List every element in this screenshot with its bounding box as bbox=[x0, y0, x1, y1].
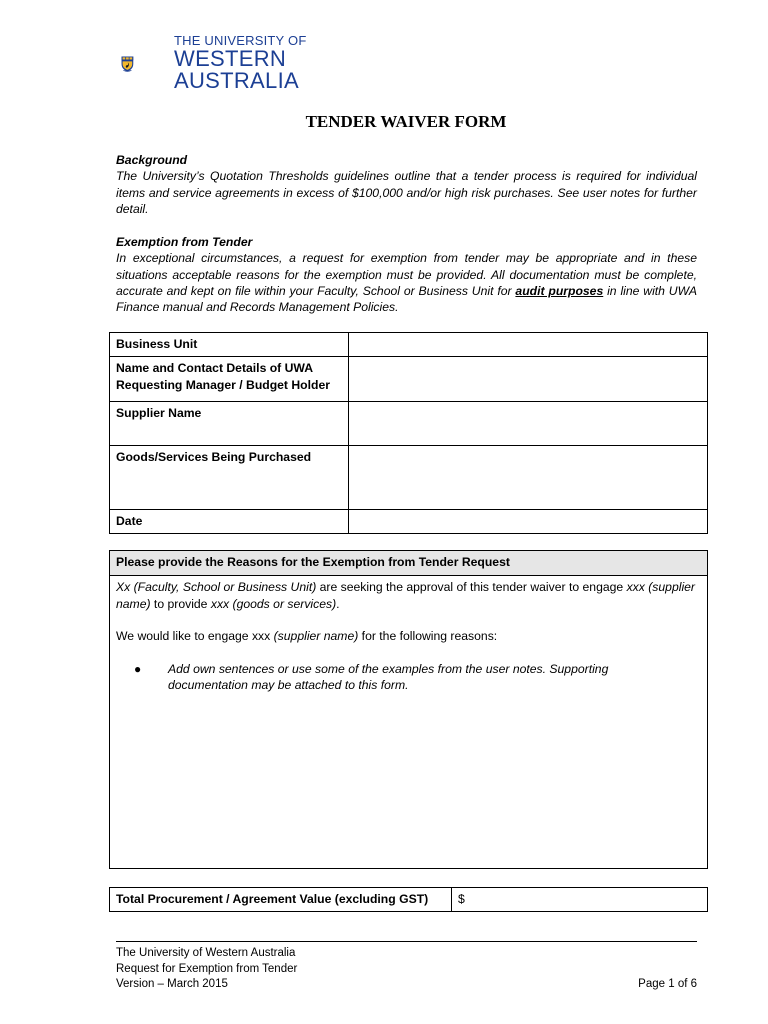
goods-services-label: Goods/Services Being Purchased bbox=[110, 446, 349, 510]
table-row bbox=[110, 333, 708, 357]
total-table bbox=[109, 887, 708, 912]
reasons-body[interactable] bbox=[110, 576, 708, 869]
reasons-line-1 bbox=[116, 579, 701, 612]
footer-line-1: The University of Western Australia bbox=[116, 947, 296, 959]
requesting-manager-label: Name and Contact Details of UWA Requesting Manager / Budget Holder bbox=[110, 357, 349, 402]
placeholder-text: (supplier name) bbox=[273, 629, 359, 643]
business-unit-field[interactable] bbox=[349, 333, 708, 357]
reasons-line-2 bbox=[116, 628, 701, 645]
list-item bbox=[116, 661, 701, 694]
logo-line-3: AUSTRALIA bbox=[174, 68, 299, 93]
supplier-name-field[interactable] bbox=[349, 402, 708, 446]
form-title: TENDER WAIVER FORM bbox=[305, 112, 507, 131]
table-row bbox=[110, 510, 708, 534]
exemption-section bbox=[116, 234, 697, 315]
university-wordmark bbox=[174, 34, 306, 92]
reasons-text: . bbox=[336, 596, 340, 611]
reasons-text: are seeking the approval of this tender waiver to engage bbox=[316, 580, 627, 594]
table-row bbox=[110, 888, 708, 912]
exemption-heading: Exemption from Tender bbox=[116, 235, 253, 249]
background-section bbox=[116, 152, 697, 217]
table-row bbox=[110, 576, 708, 869]
reasons-table bbox=[109, 550, 708, 869]
total-value-label: Total Procurement / Agreement Value (excluding GST) bbox=[110, 888, 452, 912]
placeholder-text: Xx (Faculty, School or Business Unit) bbox=[116, 580, 317, 594]
table-row bbox=[110, 551, 708, 576]
table-row bbox=[110, 402, 708, 446]
business-unit-label: Business Unit bbox=[110, 333, 349, 357]
reasons-text: to provide bbox=[150, 596, 211, 611]
footer-line-2: Request for Exemption from Tender bbox=[116, 962, 298, 975]
table-row bbox=[110, 357, 708, 402]
page-footer bbox=[116, 946, 697, 993]
date-label: Date bbox=[110, 510, 349, 534]
reasons-header: Please provide the Reasons for the Exemption from Tender Request bbox=[110, 551, 708, 576]
exemption-text bbox=[116, 250, 697, 315]
goods-services-field[interactable] bbox=[349, 446, 708, 510]
exemption-text-part: In exceptional circumstances, a request for exemption from tender may be appropriate and in these situations acceptable reasons for the exemption must be provided. All documentation must be complete, accurate and kept on file within your Faculty, School or Business Unit for bbox=[116, 251, 697, 298]
background-heading: Background bbox=[116, 153, 188, 167]
reasons-text: We would like to engage xxx bbox=[116, 629, 274, 643]
logo-line-2: WESTERN bbox=[174, 46, 287, 71]
total-value-field[interactable]: $ bbox=[452, 888, 708, 912]
bullet-icon: ● bbox=[134, 661, 142, 676]
supplier-name-label: Supplier Name bbox=[110, 402, 349, 446]
page-number: Page 1 of 6 bbox=[638, 978, 697, 990]
date-field[interactable] bbox=[349, 510, 708, 534]
table-row bbox=[110, 446, 708, 510]
footer-divider bbox=[116, 941, 697, 942]
exemption-text-part: in line with UWA Finance manual and Records Management Policies. bbox=[116, 283, 698, 315]
logo-line-1: THE UNIVERSITY OF bbox=[174, 33, 307, 48]
placeholder-text: xxx (supplier name) bbox=[116, 580, 695, 611]
footer-line-3: Version – March 2015 bbox=[116, 978, 228, 990]
reasons-text: for the following reasons: bbox=[358, 629, 498, 643]
background-text: The University’s Quotation Thresholds guidelines outline that a tender process is required for individual items and service agreements in excess of $100,000 and/or high risk purchases. See user notes for further detail. bbox=[116, 169, 697, 216]
details-table bbox=[109, 332, 708, 534]
requesting-manager-field[interactable] bbox=[349, 357, 708, 402]
uwa-crest-logo bbox=[121, 34, 169, 94]
placeholder-text: xxx (goods or services) bbox=[210, 596, 337, 611]
bullet-text: Add own sentences or use some of the examples from the user notes. Supporting documentation may be attached to this form. bbox=[168, 661, 609, 692]
audit-purposes-emphasis: audit purposes bbox=[515, 283, 604, 298]
